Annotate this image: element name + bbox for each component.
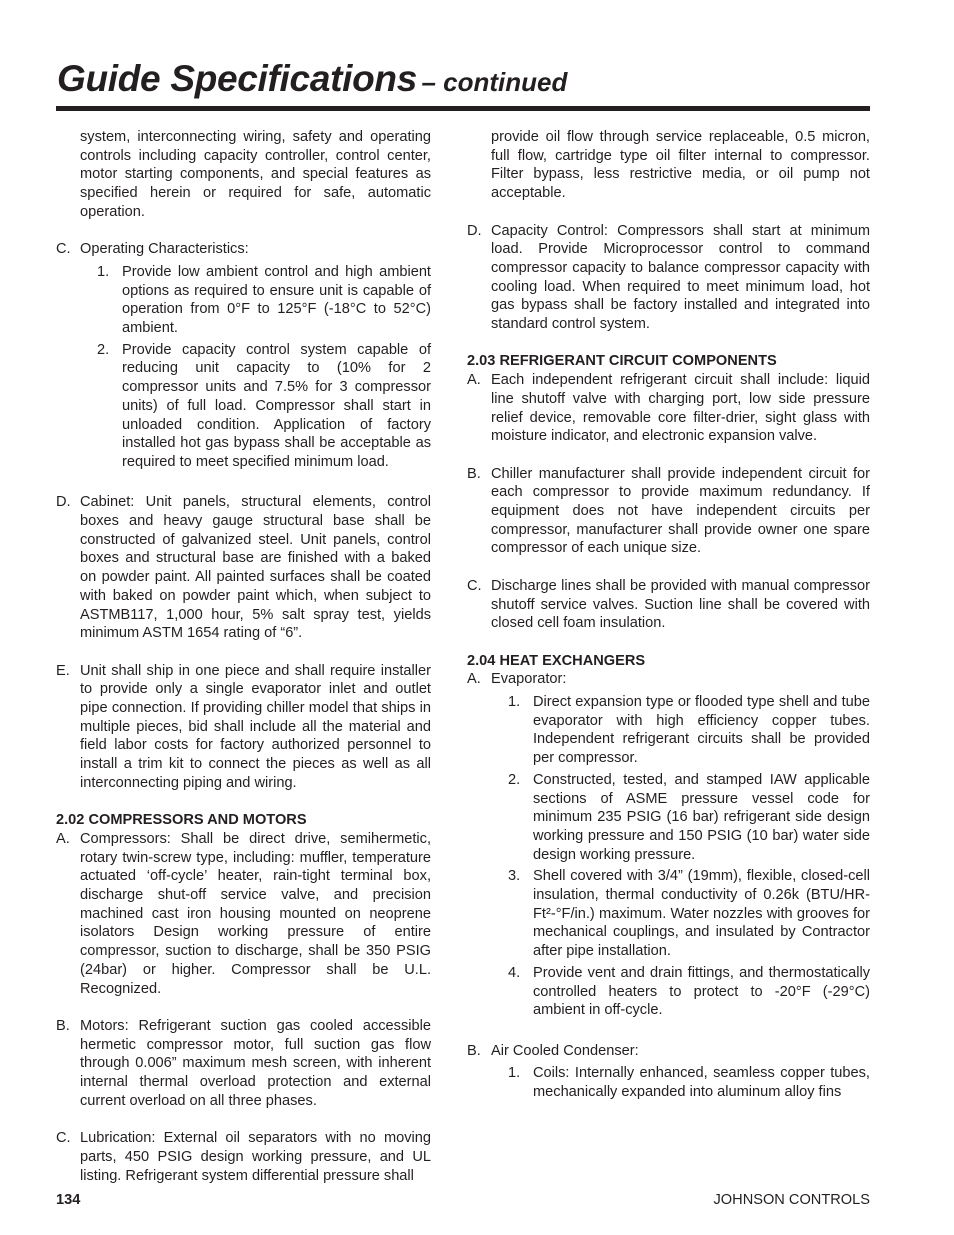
section-a-circuit: A. Each independent refrigerant circuit shall include: liquid line shutoff valve with charging port, low side pressure relief device, removable core filter-drier, sight glass with moisture indicator, and electronic expansion valve.	[467, 372, 870, 445]
section-a-evaporator: A. Evaporator:	[467, 671, 567, 688]
section-a-compressors: A. Compressors: Shall be direct drive, semihermetic, rotary twin-screw type, including: muffler, temperature actuated ‘off-cycle’ heater, rain-tight terminal box, discharge shut-off service valve, and precision machined cast iron housing mounted on neoprene isolators Design working pressure of entire compressor, suction to discharge, shall be 350 PSIG (24bar) or higher. Compressor shall be U.L. Recognized.	[56, 830, 431, 997]
left-column	[56, 128, 431, 1185]
list-item: 3. Shell covered with 3/4” (19mm), flexible, closed-cell insulation, thermal conductivity of 0.26k (BTU/HR-Ft²-°F/in.) maximum. Water nozzles with grooves for mechanical couplings, and insulated by Contractor after pipe installation.	[508, 868, 870, 960]
section-d-capacity-control: D. Capacity Control: Compressors shall start at minimum load. Provide Microprocessor control to command compressor capacity to balance compressor capacity with cooling load. When required to meet minimum load, hot gas bypass shall be factory installed and integrated into standard control system.	[467, 222, 870, 333]
paragraph-intro: system, interconnecting wiring, safety and operating controls including capacity controller, control center, motor starting components, and special features as specified herein or required for safe, automatic operation.	[80, 129, 431, 220]
section-heading-2-04: 2.04 HEAT EXCHANGERS	[467, 652, 646, 669]
section-heading-2-03: 2.03 REFRIGERANT CIRCUIT COMPONENTS	[467, 353, 777, 370]
page-number: 134	[56, 1192, 81, 1208]
section-d-cabinet: D. Cabinet: Unit panels, structural elements, control boxes and heavy gauge structural base shall be constructed of galvanized steel. Unit panels, control boxes and structural base are finished with a baked on powder paint. All painted surfaces shall be coated with baked on powder paint which, when subject to ASTMB117, 1,000 hour, 5% salt spray test, yields minimum ASTM 1654 rating of “6”.	[56, 494, 431, 642]
list-item: 2. Constructed, tested, and stamped IAW applicable sections of ASME pressure vessel code for minimum 235 PSIG (16 bar) refrigerant side design working pressure and 150 PSIG (10 bar) water side design working pressure.	[508, 771, 870, 863]
section-b-independent-circuit: B. Chiller manufacturer shall provide independent circuit for each compressor to provide maximum redundancy. If equipment does not have independent circuits per compressor, manufacturer shall provide owner one spare compressor of each unique size.	[467, 465, 870, 557]
section-heading-2-02: 2.02 COMPRESSORS AND MOTORS	[56, 812, 307, 829]
title-continued: – continued	[421, 67, 568, 97]
list-item: 1. Provide low ambient control and high ambient options as required to ensure unit is capable of operation from 0°F to 125°F (-18°C to 52°C) ambient.	[97, 263, 431, 337]
section-b-motors: B. Motors: Refrigerant suction gas cooled accessible hermetic compressor motor, full suction gas flow through 0.006” maximum mesh screen, with inherent internal thermal overload protection and external current overload on all three phases.	[56, 1017, 431, 1109]
list-item: 2. Provide capacity control system capable of reducing unit capacity to (10% for 2 compressor units and 7.5% for 3 compressor units) of full load. Compressor shall start in unloaded condition. Application of factory installed hot gas bypass shall be acceptable as required to meet specified minimum load.	[97, 341, 431, 470]
section-c-discharge-lines: C. Discharge lines shall be provided with manual compressor shutoff service valves. Suction line shall be covered with closed cell foam insulation.	[467, 577, 870, 632]
right-column	[467, 128, 870, 1105]
title-main: Guide Specifications	[57, 58, 417, 99]
section-c-lubrication: C. Lubrication: External oil separators with no moving parts, 450 PSIG design working pressure, and UL listing. Refrigerant system differential pressure shall	[56, 1130, 431, 1184]
section-b-condenser: B. Air Cooled Condenser:	[467, 1042, 639, 1059]
section-e-shipping: E. Unit shall ship in one piece and shall require installer to provide only a single evaporator inlet and outlet pipe connection. If providing chiller model that ships in multiple pieces, bid shall include all the material and field labor costs for factory authorized personnel to install a trim kit to connect the pieces as well as all interconnecting piping and wiring.	[56, 662, 431, 791]
section-c-operating: C. Operating Characteristics:	[56, 241, 249, 258]
footer-brand: JOHNSON CONTROLS	[713, 1192, 870, 1208]
list-item: 4. Provide vent and drain fittings, and thermostatically controlled heaters to protect to -20°F (-29°C) ambient in off-cycle.	[508, 964, 870, 1019]
list-item: 1. Direct expansion type or flooded type shell and tube evaporator with high efficiency copper tubes. Independent refrigerant circuits shall be provided per compressor.	[508, 694, 870, 767]
page-title	[57, 58, 567, 100]
title-rule	[56, 106, 870, 111]
list-item: 1. Coils: Internally enhanced, seamless copper tubes, mechanically expanded into aluminum alloy fins	[508, 1065, 870, 1101]
paragraph-continued: provide oil flow through service replaceable, 0.5 micron, full flow, cartridge type oil filter internal to compressor. Filter bypass, less restrictive media, or oil pump not acceptable.	[491, 129, 870, 202]
